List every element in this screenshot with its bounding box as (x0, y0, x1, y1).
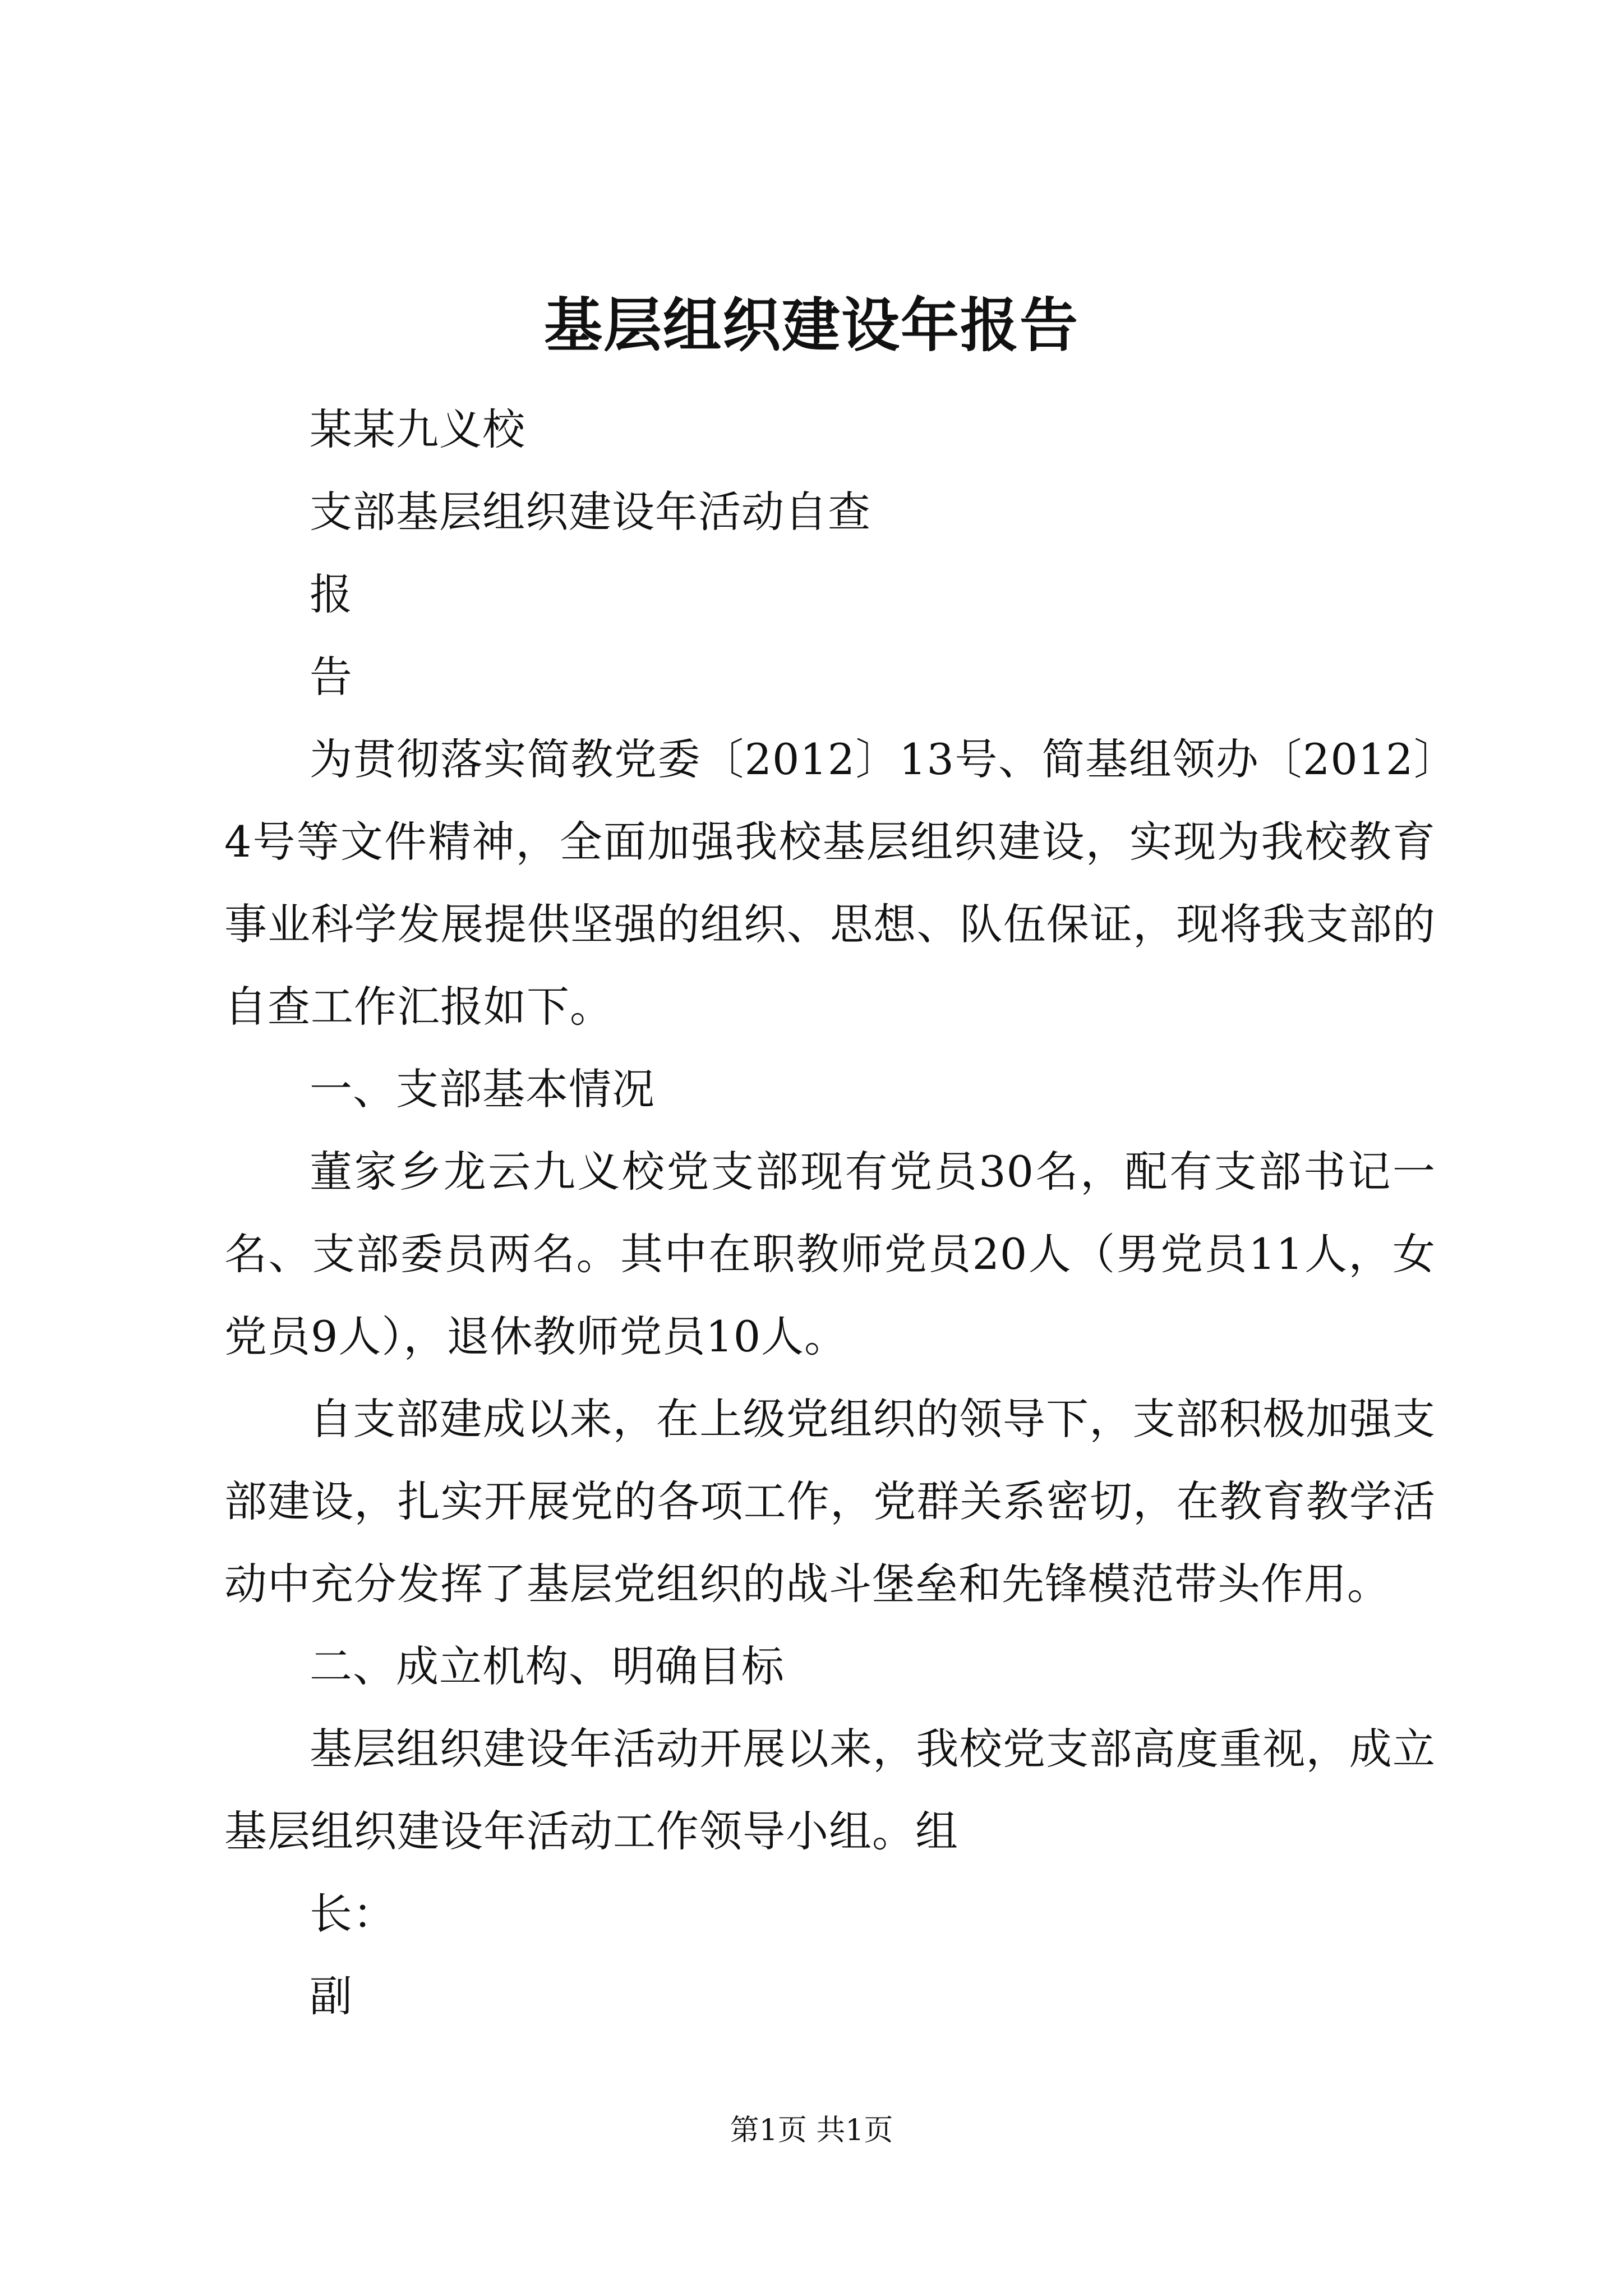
paragraph: 长： (310, 1889, 396, 1939)
document-title: 基层组织建设年报告 (543, 291, 1079, 360)
page-footer: 第1页 共1页 (730, 2114, 893, 2147)
document-body (224, 388, 1436, 2037)
section-heading: 一、支部基本情况 (310, 1064, 655, 1114)
paragraph: 董家乡龙云九义校党支部现有党员30名，配有支部书记一名、支部委员两名。其中在职教师党员20人（男党员11人，女党员9人），退休教师党员10人。 (224, 1147, 1436, 1361)
paragraph: 告 (310, 652, 353, 702)
paragraph: 自支部建成以来，在上级党组织的领导下，支部积极加强支部建设，扎实开展党的各项工作，党群关系密切，在教育教学活动中充分发挥了基层党组织的战斗堡垒和先锋模范带头作用。 (224, 1394, 1436, 1609)
paragraph: 为贯彻落实简教党委〔2012〕13号、简基组领办〔2012〕4号等文件精神，全面加强我校基层组织建设，实现为我校教育事业科学发展提供坚强的组织、思想、队伍保证，现将我支部的自查工作汇报如下。 (224, 734, 1436, 1032)
section-heading: 二、成立机构、明确目标 (310, 1641, 785, 1691)
paragraph: 支部基层组织建设年活动自查 (310, 487, 871, 537)
paragraph: 报 (310, 569, 353, 619)
paragraph: 某某九义校 (310, 404, 525, 454)
paragraph: 基层组织建设年活动开展以来，我校党支部高度重视，成立基层组织建设年活动工作领导小组。组 (224, 1724, 1436, 1856)
paragraph: 副 (310, 1971, 353, 2021)
